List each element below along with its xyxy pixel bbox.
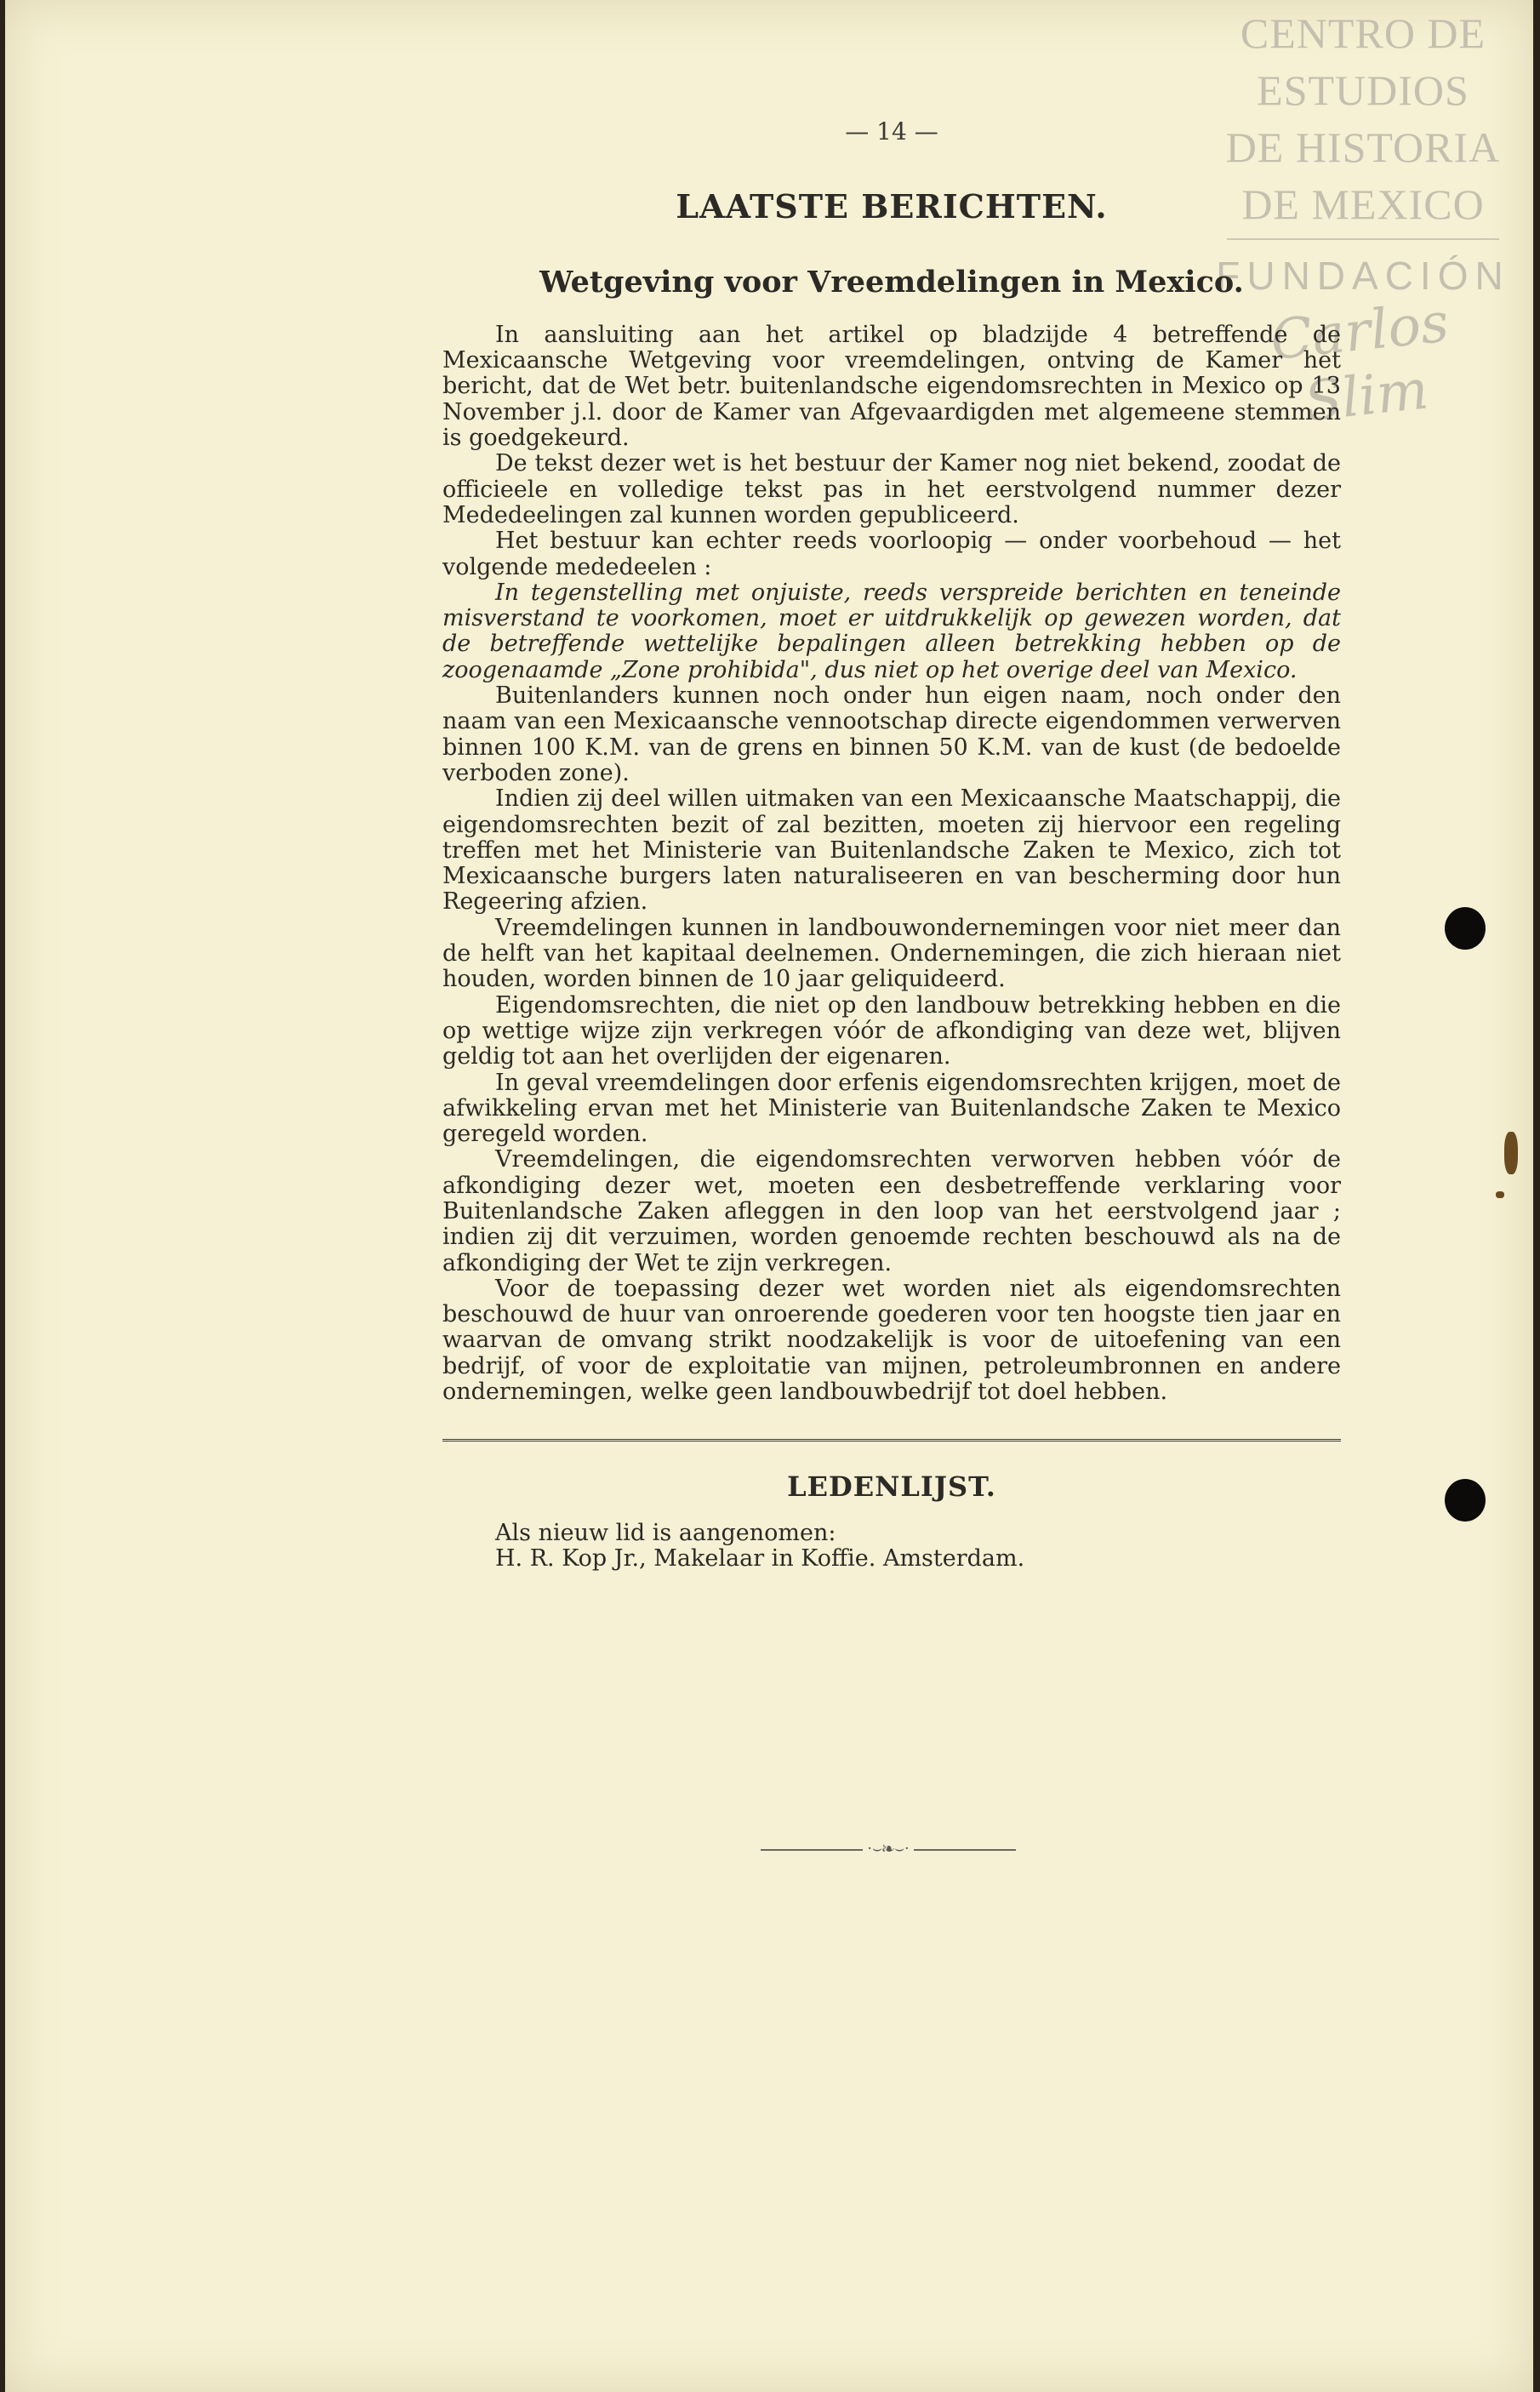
members-heading: LEDENLIJST. — [787, 1470, 996, 1504]
article-paragraph: Voor de toepassing dezer wet worden niet als eigendomsrechten beschouwd de huur van onroerende goederen voor ten hoogste tien jaar en waarvan de omvang strikt noodzakelijk is voor de uitoefening van een bedrijf, of voor de exploitatie van mijnen, petroleumbronnen en andere ondernemingen, welke geen landbouwbedrijf tot doel hebben. — [442, 1275, 1341, 1406]
article-paragraph: Indien zij deel willen uitmaken van een Mexicaansche Maatschappij, die eigendomsrechten bezit of zal bezitten, moeten zij hiervoor een regeling treffen met het Ministerie van Buitenlandsche Zaken te Mexico, zich tot Mexicaansche burgers laten naturaliseeren en van bescherming door hun Regeering afzien. — [442, 785, 1341, 916]
page-number: — 14 — — [845, 117, 938, 146]
end-ornament: ·⌣❧⌣· — [761, 1836, 1016, 1862]
article-paragraph: Buitenlanders kunnen noch onder hun eigen naam, noch onder den naam van een Mexicaansche vennootschap directe eigendommen verwerven binnen 100 K.M. van de grens en binnen 50 K.M. van de kust (de bedoelde verboden zone). — [442, 682, 1341, 786]
article-paragraph: In aansluiting aan het artikel op bladzijde 4 betreffende de Mexicaansche Wetgeving voor vreemdelingen, ontving de Kamer het bericht, dat de Wet betr. buitenlandsche eigendomsrechten in Mexico op 13 November j.l. door de Kamer van Afgevaardigden met algemeene stemmen is goedgekeurd. — [442, 321, 1341, 452]
paper-stain — [1504, 1132, 1518, 1174]
watermark-line-3: DE HISTORIA — [1225, 123, 1501, 171]
members-list — [442, 1521, 1341, 1573]
watermark-line-1: CENTRO DE — [1240, 9, 1486, 57]
punch-hole-bottom — [1445, 1479, 1486, 1521]
article-heading: Wetgeving voor Vreemdelingen in Mexico. — [539, 264, 1244, 300]
article-paragraph: Eigendomsrechten, die niet op den landbouw betrekking hebben en die op wettige wijze zijn verkregen vóór de afkondiging van deze wet, blijven geldig tot aan het overlijden der eigenaren. — [442, 991, 1341, 1070]
watermark-signature: Carlos Slim — [1267, 291, 1452, 435]
members-intro: Als nieuw lid is aangenomen: — [495, 1519, 836, 1546]
members-entry: H. R. Kop Jr., Makelaar in Koffie. Amsterdam. — [495, 1544, 1025, 1572]
article-paragraph: Vreemdelingen, die eigendomsrechten verworven hebben vóór de afkondiging dezer wet, moeten een desbetreffende verklaring voor Buitenlandsche Zaken afleggen in den loop van het eerstvolgend jaar ; indien zij dit verzuimen, worden genoemde rechten beschouwd als na de afkondiging der Wet te zijn verkregen. — [442, 1146, 1341, 1276]
watermark-foundation: FUNDACIÓN — [1216, 254, 1510, 298]
punch-hole-top — [1445, 907, 1486, 950]
page-title: LAATSTE BERICHTEN. — [676, 187, 1108, 226]
article-paragraph: Het bestuur kan echter reeds voorloopig — onder voorbehoud — het volgende mededeelen : — [442, 528, 1341, 580]
watermark-line-4: DE MEXICO — [1241, 180, 1485, 228]
document-page — [5, 0, 1533, 2392]
article-paragraph: In geval vreemdelingen door erfenis eigendomsrechten krijgen, moet de afwikkeling ervan met het Ministerie van Buitenlandsche Zaken te Mexico geregeld worden. — [442, 1069, 1341, 1148]
watermark-line-2: ESTUDIOS — [1257, 66, 1469, 114]
article-italic-paragraph: In tegenstelling met onjuiste, reeds verspreide berichten en teneinde misverstand te voorkomen, moet er uitdrukkelijk op gewezen worden, dat de betreffende wettelijke bepalingen alleen betrekking hebben op de zoogenaamde „Zone prohibida", dus niet op het overige deel van Mexico. — [442, 579, 1341, 683]
paper-stain-small — [1496, 1191, 1504, 1198]
article-paragraph: Vreemdelingen kunnen in landbouwondernemingen voor niet meer dan de helft van het kapitaal deelnemen. Ondernemingen, die zich hieraan niet houden, worden binnen de 10 jaar geliquideerd. — [442, 914, 1341, 993]
section-divider — [442, 1439, 1341, 1441]
page-content — [442, 119, 1341, 1572]
article-paragraph: De tekst dezer wet is het bestuur der Kamer nog niet bekend, zoodat de officieele en volledige tekst pas in het eerstvolgend nummer dezer Mededeelingen zal kunnen worden gepubliceerd. — [442, 450, 1341, 528]
